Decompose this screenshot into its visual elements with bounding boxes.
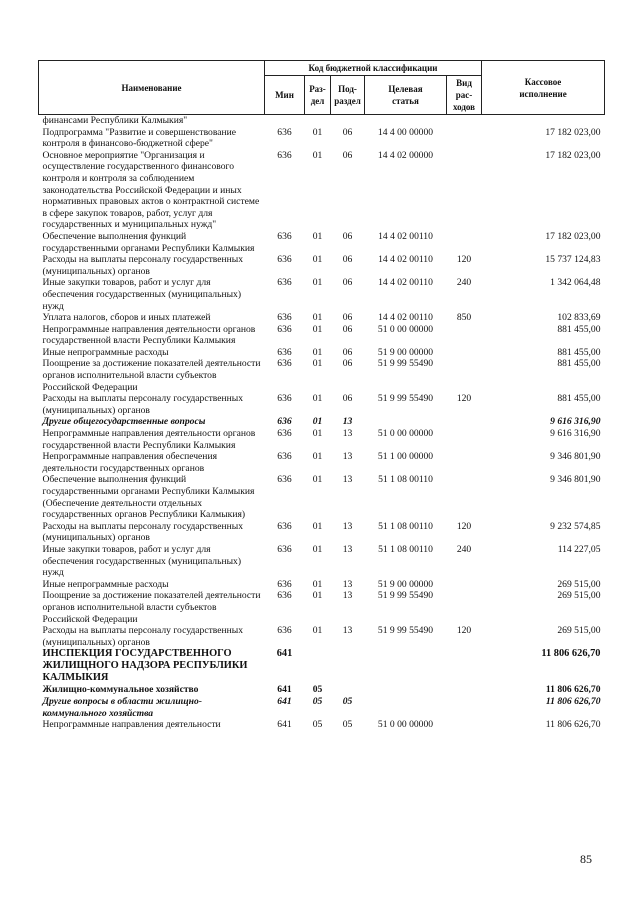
cell-name: Поощрение за достижение показателей деятельности органов исполнительной власти субъектов Российской Федерации <box>42 590 261 625</box>
cell-amount: 15 737 124,83 <box>545 254 601 266</box>
cell-target: 14 4 02 00110 <box>378 312 433 324</box>
cell-razdel: 01 <box>312 358 323 370</box>
table-row <box>39 277 605 312</box>
table-row <box>39 347 605 359</box>
cell-vid <box>447 590 482 625</box>
cell-target <box>365 684 447 696</box>
header-podrazdel: Под- раздел <box>331 76 365 115</box>
table-row <box>39 312 605 324</box>
cell-min: 636 <box>277 543 292 555</box>
table-row <box>39 358 605 393</box>
cell-podrazdel: 06 <box>342 358 353 370</box>
cell-amount: 9 616 316,90 <box>550 428 601 440</box>
cell-vid: 240 <box>456 277 472 289</box>
table-row <box>39 474 605 520</box>
cell-podrazdel: 06 <box>342 254 353 266</box>
cell-target: 51 0 00 00000 <box>377 428 434 440</box>
cell-vid <box>447 648 482 684</box>
header-min: Мин <box>265 76 305 115</box>
cell-podrazdel <box>331 648 365 684</box>
cell-name: финансами Республики Калмыкия" <box>42 115 188 126</box>
table-row <box>39 719 605 731</box>
cell-amount <box>482 115 605 127</box>
cell-target: 51 1 08 00110 <box>378 520 433 532</box>
cell-vid <box>447 150 482 231</box>
table-row <box>39 428 605 451</box>
cell-podrazdel: 13 <box>342 590 353 602</box>
cell-min: 636 <box>277 230 292 242</box>
cell-name: Подпрограмма "Развитие и совершенствование контроля в финансово-бюджетной сфере" <box>42 126 237 150</box>
cell-amount: 1 342 064,48 <box>550 277 601 289</box>
cell-razdel: 05 <box>312 684 323 696</box>
cell-amount: 9 232 574,85 <box>550 520 601 532</box>
table-row <box>39 150 605 231</box>
table-body <box>39 115 605 731</box>
cell-podrazdel: 06 <box>342 393 353 405</box>
cell-vid: 240 <box>456 543 472 555</box>
cell-min: 636 <box>277 312 292 324</box>
cell-target: 14 4 00 00000 <box>377 126 434 138</box>
cell-amount: 102 833,69 <box>557 312 601 324</box>
cell-name: Иные непрограммные расходы <box>42 578 169 590</box>
table-row <box>39 254 605 277</box>
cell-podrazdel <box>331 684 365 696</box>
cell-target: 14 4 02 00110 <box>378 277 433 289</box>
cell-target: 51 1 08 00110 <box>378 474 433 486</box>
cell-podrazdel: 06 <box>342 230 353 242</box>
table-row <box>39 521 605 544</box>
cell-amount: 11 806 626,70 <box>545 684 601 696</box>
cell-podrazdel: 05 <box>342 719 353 731</box>
cell-podrazdel: 13 <box>342 451 353 463</box>
table-row <box>39 324 605 347</box>
cell-razdel: 01 <box>312 451 323 463</box>
cell-min: 636 <box>277 393 292 405</box>
table-row <box>39 696 605 719</box>
cell-vid <box>447 684 482 696</box>
cell-min: 636 <box>277 346 292 358</box>
cell-amount: 17 182 023,00 <box>545 149 601 161</box>
cell-amount: 881 455,00 <box>557 323 601 335</box>
cell-razdel: 01 <box>312 254 323 266</box>
cell-razdel: 01 <box>312 277 323 289</box>
cell-name: Жилищно-коммунальное хозяйство <box>42 684 199 696</box>
table-row <box>39 451 605 474</box>
cell-amount: 11 806 626,70 <box>545 719 601 731</box>
cell-amount: 269 515,00 <box>557 590 601 602</box>
cell-amount: 114 227,05 <box>557 543 601 555</box>
header-vid: Вид рас- ходов <box>447 76 482 115</box>
table-row <box>39 393 605 416</box>
cell-vid: 120 <box>456 393 472 405</box>
cell-target: 51 1 08 00110 <box>378 543 433 555</box>
cell-name: ИНСПЕКЦИЯ ГОСУДАРСТВЕННОГО ЖИЛИЩНОГО НАДЗОРА РЕСПУБЛИКИ КАЛМЫКИЯ <box>42 648 248 684</box>
cell-vid <box>447 358 482 393</box>
cell-vid <box>447 696 482 719</box>
cell-razdel: 01 <box>312 474 323 486</box>
table-header <box>39 61 605 115</box>
cell-razdel: 01 <box>312 428 323 440</box>
cell-vid: 120 <box>456 625 472 637</box>
cell-target: 14 4 02 00000 <box>377 149 434 161</box>
cell-vid: 850 <box>456 312 472 324</box>
header-name: Наименование <box>39 61 265 115</box>
cell-min: 636 <box>277 428 292 440</box>
cell-target <box>365 696 447 719</box>
cell-vid <box>447 347 482 359</box>
cell-min: 641 <box>277 684 292 696</box>
cell-razdel: 01 <box>312 590 323 602</box>
cell-target: 51 0 00 00000 <box>377 323 434 335</box>
cell-target: 51 9 00 00000 <box>377 578 434 590</box>
cell-vid <box>447 231 482 254</box>
cell-min: 641 <box>277 719 292 731</box>
cell-vid <box>447 428 482 451</box>
cell-min: 641 <box>276 648 293 660</box>
cell-razdel: 01 <box>312 230 323 242</box>
cell-target <box>365 648 447 684</box>
cell-name: Расходы на выплаты персоналу государственных (муниципальных) органов <box>42 520 244 544</box>
cell-amount: 269 515,00 <box>557 578 601 590</box>
cell-podrazdel: 13 <box>342 474 353 486</box>
cell-amount: 9 346 801,90 <box>550 451 601 463</box>
cell-min: 636 <box>277 474 292 486</box>
cell-amount: 881 455,00 <box>557 393 601 405</box>
cell-razdel: 01 <box>312 416 323 428</box>
cell-name: Другие вопросы в области жилищно-коммунального хозяйства <box>42 695 202 719</box>
cell-amount: 881 455,00 <box>557 346 601 358</box>
cell-min: 636 <box>277 451 292 463</box>
cell-razdel <box>305 115 331 127</box>
cell-target: 51 9 99 55490 <box>377 625 434 637</box>
cell-vid <box>447 474 482 520</box>
cell-name: Уплата налогов, сборов и иных платежей <box>42 312 211 324</box>
cell-min: 636 <box>277 416 292 428</box>
cell-name: Другие общегосударственные вопросы <box>42 416 206 428</box>
cell-name: Основное мероприятие "Организация и осуществление государственного финансового контроля и контроля за соблюдением законодательства Российской Федерации и иных нормативных правовых актов о контрактной системе в сфере закупок товаров, работ, услуг для государственных и муниципальных нужд" <box>42 149 260 231</box>
budget-document-page <box>38 60 604 731</box>
cell-razdel: 05 <box>312 695 323 707</box>
cell-min: 636 <box>277 277 292 289</box>
cell-min: 636 <box>277 323 292 335</box>
cell-podrazdel: 06 <box>342 346 353 358</box>
cell-podrazdel: 13 <box>342 543 353 555</box>
header-target: Целевая статья <box>365 76 447 115</box>
cell-amount: 17 182 023,00 <box>545 126 601 138</box>
cell-podrazdel: 13 <box>342 416 353 428</box>
header-razdel: Раз- дел <box>305 76 331 115</box>
cell-target: 51 1 00 00000 <box>377 451 434 463</box>
cell-min <box>265 115 305 127</box>
cell-podrazdel: 13 <box>342 428 353 440</box>
cell-name: Непрограммные направления обеспечения деятельности государственных органов <box>42 451 217 474</box>
cell-vid <box>447 451 482 474</box>
cell-name: Иные закупки товаров, работ и услуг для обеспечения государственных (муниципальных) нужд <box>42 277 242 312</box>
cell-min: 636 <box>277 578 292 590</box>
cell-amount: 269 515,00 <box>557 625 601 637</box>
cell-amount: 17 182 023,00 <box>545 230 601 242</box>
cell-podrazdel: 06 <box>342 277 353 289</box>
cell-vid <box>447 127 482 150</box>
cell-name: Расходы на выплаты персоналу государственных (муниципальных) органов <box>42 393 244 416</box>
cell-target: 51 0 00 00000 <box>377 719 434 731</box>
table-row <box>39 590 605 625</box>
cell-target: 51 9 99 55490 <box>377 590 434 602</box>
cell-podrazdel: 06 <box>342 323 353 335</box>
cell-amount: 11 806 626,70 <box>545 695 601 707</box>
cell-amount: 881 455,00 <box>557 358 601 370</box>
page-number: 85 <box>580 852 592 866</box>
cell-razdel: 01 <box>312 543 323 555</box>
cell-vid: 120 <box>456 254 472 266</box>
cell-amount: 11 806 626,70 <box>541 648 601 660</box>
cell-name: Иные непрограммные расходы <box>42 346 169 358</box>
table-row <box>39 648 605 684</box>
table-row <box>39 544 605 579</box>
cell-target: 14 4 02 00110 <box>378 230 433 242</box>
cell-razdel: 01 <box>312 393 323 405</box>
cell-name: Иные закупки товаров, работ и услуг для обеспечения государственных (муниципальных) нужд <box>42 543 242 579</box>
cell-podrazdel: 06 <box>342 149 353 161</box>
cell-vid <box>447 115 482 127</box>
header-code-group: Код бюджетной классификации <box>265 61 482 76</box>
cell-podrazdel: 06 <box>342 126 353 138</box>
cell-name: Непрограммные направления деятельности органов государственной власти Республики Калмыкия <box>42 323 256 347</box>
cell-podrazdel <box>331 115 365 127</box>
cell-razdel <box>305 648 331 684</box>
cell-target <box>365 416 447 428</box>
cell-razdel: 01 <box>312 578 323 590</box>
cell-min: 641 <box>277 695 292 707</box>
cell-razdel: 01 <box>312 312 323 324</box>
table-row <box>39 416 605 428</box>
cell-razdel: 01 <box>312 126 323 138</box>
table-row <box>39 127 605 150</box>
cell-min: 636 <box>277 358 292 370</box>
cell-target <box>365 115 447 127</box>
table-row <box>39 684 605 696</box>
cell-min: 636 <box>277 126 292 138</box>
cell-vid <box>447 719 482 731</box>
cell-vid <box>447 324 482 347</box>
cell-razdel: 01 <box>312 323 323 335</box>
cell-name: Непрограммные направления деятельности <box>42 719 221 731</box>
header-exec: Кассовое исполнение <box>482 61 605 115</box>
cell-target: 51 9 99 55490 <box>377 393 434 405</box>
budget-table <box>38 60 605 731</box>
cell-min: 636 <box>277 625 292 637</box>
cell-name: Расходы на выплаты персоналу государственных (муниципальных) органов <box>42 254 244 277</box>
cell-podrazdel: 13 <box>342 578 353 590</box>
cell-target: 51 9 99 55490 <box>377 358 434 370</box>
cell-vid: 120 <box>456 520 472 532</box>
cell-name: Непрограммные направления деятельности органов государственной власти Республики Калмыкия <box>42 428 256 451</box>
cell-vid <box>447 416 482 428</box>
cell-podrazdel: 13 <box>342 520 353 532</box>
cell-razdel: 05 <box>312 719 323 731</box>
cell-min: 636 <box>277 590 292 602</box>
cell-min: 636 <box>277 520 292 532</box>
cell-name: Обеспечение выполнения функций государственными органами Республики Калмыкия <box>42 230 255 254</box>
table-row <box>39 231 605 254</box>
table-row <box>39 625 605 648</box>
cell-name: Поощрение за достижение показателей деятельности органов исполнительной власти субъектов Российской Федерации <box>42 358 261 393</box>
cell-podrazdel: 06 <box>342 312 353 324</box>
table-row <box>39 579 605 591</box>
cell-min: 636 <box>277 149 292 161</box>
cell-name: Обеспечение выполнения функций государственными органами Республики Калмыкия (Обеспечение деятельности отдельных государственных органов Республики Калмыкия) <box>42 474 255 521</box>
cell-min: 636 <box>277 254 292 266</box>
cell-razdel: 01 <box>312 520 323 532</box>
cell-amount: 9 346 801,90 <box>550 474 601 486</box>
cell-target: 51 9 00 00000 <box>377 346 434 358</box>
cell-podrazdel: 05 <box>342 695 353 707</box>
cell-amount: 9 616 316,90 <box>550 416 601 428</box>
cell-vid <box>447 579 482 591</box>
cell-name: Расходы на выплаты персоналу государственных (муниципальных) органов <box>42 625 244 648</box>
cell-razdel: 01 <box>312 346 323 358</box>
table-row <box>39 115 605 127</box>
cell-podrazdel: 13 <box>342 625 353 637</box>
cell-razdel: 01 <box>312 149 323 161</box>
cell-target: 14 4 02 00110 <box>378 254 433 266</box>
cell-razdel: 01 <box>312 625 323 637</box>
